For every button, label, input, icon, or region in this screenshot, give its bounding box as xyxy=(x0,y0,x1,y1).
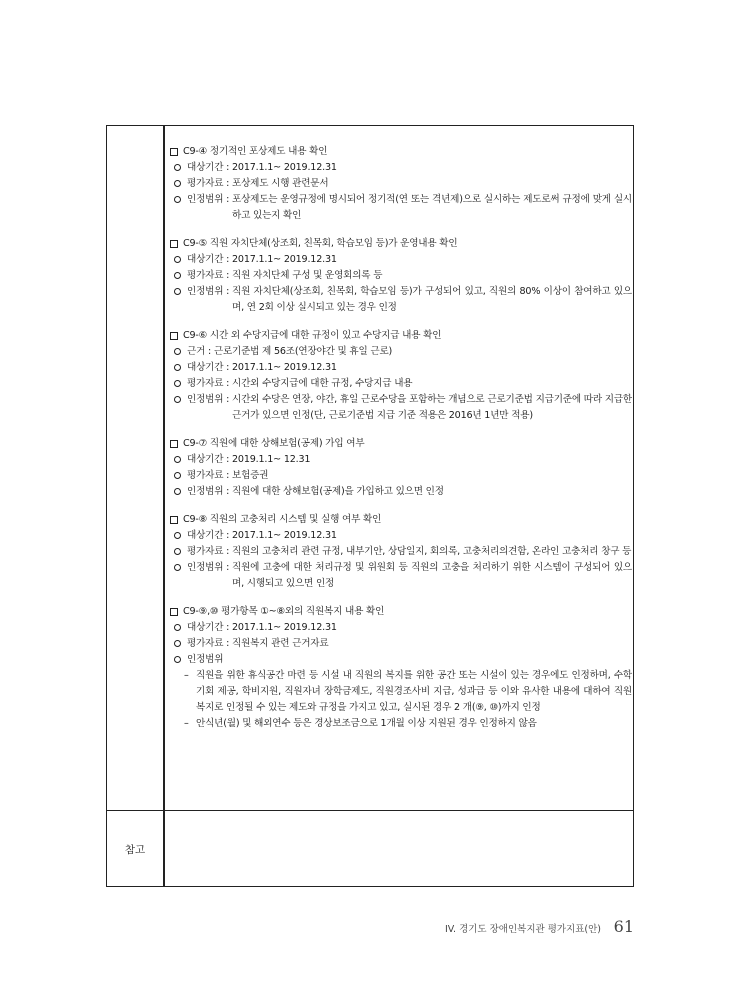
checkbox-icon xyxy=(170,148,178,156)
criteria-item: 인정범위 : 시간외 수당은 연장, 야간, 휴일 근로수당을 포함하는 개념으로 근로기준법 지급기준에 따라 지급한 근거가 있으면 인정(단, 근로기준법 지급 기준 적용은 2016년 1년만 적용) xyxy=(170,392,632,424)
circle-bullet-icon xyxy=(174,196,181,203)
section-title: C9-⑤ 직원 자치단체(상조회, 친목회, 학습모임 등)가 운영내용 확인 xyxy=(170,236,632,252)
section-title: C9-⑦ 직원에 대한 상해보험(공제) 가입 여부 xyxy=(170,436,632,452)
criteria-item: 인정범위 : 직원에 대한 상해보험(공제)을 가입하고 있으면 인정 xyxy=(170,484,632,500)
criteria-item: 평가자료 : 포상제도 시행 관련문서 xyxy=(170,176,632,192)
checkbox-icon xyxy=(170,332,178,340)
criteria-item: 인정범위 : 포상제도는 운영규정에 명시되어 정기적(연 또는 격년제)으로 실시하는 제도로써 규정에 맞게 실시하고 있는지 확인 xyxy=(170,192,632,224)
circle-bullet-icon xyxy=(174,288,181,295)
section-title: C9-⑧ 직원의 고충처리 시스템 및 실행 여부 확인 xyxy=(170,512,632,528)
criteria-section xyxy=(170,144,632,224)
criteria-item: 평가자료 : 직원복지 관련 근거자료 xyxy=(170,636,632,652)
reference-label: 참고 xyxy=(124,843,146,856)
page-number: 61 xyxy=(613,917,634,936)
criteria-item: 평가자료 : 시간외 수당지급에 대한 규정, 수당지급 내용 xyxy=(170,376,632,392)
criteria-section xyxy=(170,512,632,592)
checkbox-icon xyxy=(170,516,178,524)
criteria-item: 인정범위 : 직원 자치단체(상조회, 친목회, 학습모임 등)가 구성되어 있고, 직원의 80% 이상이 참여하고 있으며, 연 2회 이상 실시되고 있는 경우 인정 xyxy=(170,284,632,316)
criteria-section xyxy=(170,436,632,500)
circle-bullet-icon xyxy=(174,256,181,263)
criteria-item: 평가자료 : 직원의 고충처리 관련 규정, 내부기안, 상담일지, 회의록, 고충처리의견함, 온라인 고충처리 창구 등 xyxy=(170,544,632,560)
evaluation-table xyxy=(106,125,634,887)
checkbox-icon xyxy=(170,440,178,448)
criteria-section xyxy=(170,604,632,732)
checkbox-icon xyxy=(170,240,178,248)
circle-bullet-icon xyxy=(174,640,181,647)
criteria-item: 대상기간 : 2017.1.1~ 2019.12.31 xyxy=(170,620,632,636)
criteria-content xyxy=(170,144,632,744)
criteria-item: 근거 : 근로기준법 제 56조(연장야간 및 휴일 근로) xyxy=(170,344,632,360)
criteria-item: 대상기간 : 2017.1.1~ 2019.12.31 xyxy=(170,360,632,376)
section-title: C9-⑨,⑩ 평가항목 ①~⑧외의 직원복지 내용 확인 xyxy=(170,604,632,620)
row-divider xyxy=(107,810,633,811)
circle-bullet-icon xyxy=(174,380,181,387)
circle-bullet-icon xyxy=(174,624,181,631)
criteria-section xyxy=(170,328,632,424)
circle-bullet-icon xyxy=(174,180,181,187)
circle-bullet-icon xyxy=(174,656,181,663)
circle-bullet-icon xyxy=(174,472,181,479)
criteria-section xyxy=(170,236,632,316)
column-divider xyxy=(163,126,165,886)
circle-bullet-icon xyxy=(174,396,181,403)
criteria-item: 인정범위 : 직원에 고충에 대한 처리규정 및 위원회 등 직원의 고충을 처리하기 위한 시스템이 구성되어 있으며, 시행되고 있으면 인정 xyxy=(170,560,632,592)
criteria-item: 평가자료 : 직원 자치단체 구성 및 운영회의록 등 xyxy=(170,268,632,284)
criteria-item: 평가자료 : 보험증권 xyxy=(170,468,632,484)
footer-title: IV. 경기도 장애인복지관 평가지표(안) xyxy=(444,924,601,935)
criteria-item: 대상기간 : 2017.1.1~ 2019.12.31 xyxy=(170,252,632,268)
section-title: C9-⑥ 시간 외 수당지급에 대한 규정이 있고 수당지급 내용 확인 xyxy=(170,328,632,344)
criteria-item: 인정범위 xyxy=(170,652,632,668)
circle-bullet-icon xyxy=(174,364,181,371)
criteria-item: 대상기간 : 2017.1.1~ 2019.12.31 xyxy=(170,160,632,176)
criteria-item: 대상기간 : 2019.1.1~ 12.31 xyxy=(170,452,632,468)
checkbox-icon xyxy=(170,608,178,616)
circle-bullet-icon xyxy=(174,548,181,555)
circle-bullet-icon xyxy=(174,488,181,495)
sub-item: – 직원을 위한 휴식공간 마련 등 시설 내 직원의 복지를 위한 공간 또는 시설이 있는 경우에도 인정하며, 수학기회 제공, 학비지원, 직원자녀 장학금제도, 직원경조사비 지급, 성과급 등 이와 유사한 내용에 대하여 직원복지로 인정될 수 있는 제도와 규정을 가지고 있고, 실시된 경우 2 개(⑨, ⑩)까지 인정 xyxy=(184,670,632,713)
circle-bullet-icon xyxy=(174,456,181,463)
criteria-item: 대상기간 : 2017.1.1~ 2019.12.31 xyxy=(170,528,632,544)
circle-bullet-icon xyxy=(174,164,181,171)
circle-bullet-icon xyxy=(174,348,181,355)
sub-item: – 안식년(월) 및 해외연수 등은 경상보조금으로 1개월 이상 지원된 경우 인정하지 않음 xyxy=(184,718,537,729)
circle-bullet-icon xyxy=(174,532,181,539)
circle-bullet-icon xyxy=(174,564,181,571)
circle-bullet-icon xyxy=(174,272,181,279)
section-title: C9-④ 정기적인 포상제도 내용 확인 xyxy=(170,144,632,160)
